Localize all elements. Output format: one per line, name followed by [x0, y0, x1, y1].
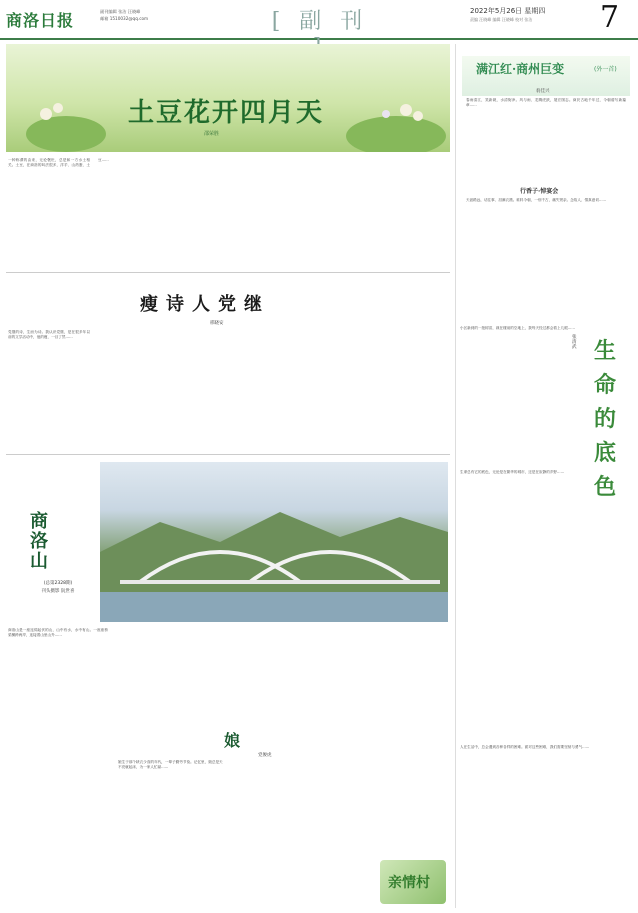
photo-credit: 刊头摄影 阮世喜 [41, 589, 75, 594]
masthead-info-line1: 副刊编辑 张洁 汪晓峰 [100, 9, 141, 14]
poem-subtitle: (外一首) [594, 66, 617, 73]
life-article-title: 生命的底色 [593, 338, 616, 500]
life-article-body: 生命总有它的底色，无论是在繁华的城市，还是在寂静的乡野…… [460, 470, 565, 474]
column-title: 商洛山 [30, 511, 48, 572]
bridge-illustration [100, 462, 448, 622]
essay-author: 党俊虎 [258, 753, 272, 758]
column-badge-label: 亲情村 [388, 875, 430, 891]
article-body: 党继的诗，生而为诗。我认识党继，是在很多年以前的文学活动中，他的瘦，一目了然…… [8, 330, 90, 340]
column-divider [455, 44, 456, 908]
article-author: 邢晓安 [210, 321, 224, 326]
issue-number: (总第2328期) [43, 581, 73, 586]
life-article-continued: 人在生活中，总会遇到各种各样的困难。面对这些困难，我们需要坚韧与勇气…… [460, 745, 590, 749]
poem2-title: 行香子·悼宴会 [520, 188, 559, 195]
masthead-info-line2: 邮箱 1510032@qq.com [100, 16, 149, 21]
article-title: 瘦诗人党继 [140, 294, 270, 315]
life-article-author: 张清武 [572, 335, 577, 350]
poem-author: 翁佳兴 [536, 89, 550, 94]
section-divider-2 [6, 454, 450, 455]
section-title: [ 副 刊 [271, 9, 369, 34]
editor-credits: 责编 汪晓峰 编辑 汪晓峰 校对 张洁 [470, 17, 533, 22]
section-divider [6, 272, 450, 273]
masthead-info [100, 8, 210, 22]
newspaper-logo: 商洛日报 [6, 11, 75, 30]
feature-body: 一种称谓的由来，无论褒贬，总是和一方水土相关。土豆，在商洛的叫法很多，洋芋、山药蛋、土豆…… [8, 158, 109, 168]
poem-body: 春雨清江，笑新貌，水清街净。风与雨、龙腾虎跃，展宏图志。商於古地千年过，今朝谱写新篇章…… [466, 98, 626, 108]
bridge-photo [100, 462, 448, 622]
life-article-intro: 小区新到的一批树苗，栽在楼前的空地上，我每天经过都会看上几眼…… [460, 326, 575, 330]
feature-title: 土豆花开四月天 [127, 98, 324, 128]
feature-author: 邵荣胜 [204, 131, 220, 137]
page-number: 7 [600, 0, 620, 35]
column-body: 商洛山是一座连绵起伏的山，山中有水，水中有山。一座座桥梁横跨两岸，连接着山里山外…… [8, 628, 108, 638]
essay-title: 娘 [224, 731, 241, 750]
poem2-body: 天涯路远，话往事、泪满衣襟。谁料今朝，一别千古，痛失贤亲。念故人、情真意切…… [466, 198, 607, 202]
issue-date: 2022年5月26日 星期四 [470, 7, 546, 15]
column-caption [28, 580, 88, 596]
poem-title: 满江红·商州巨变 [476, 62, 565, 76]
essay-body: 娘生于那个缺衣少食的年代，一辈子勤劳节俭。记忆里，娘总是天不亮就起床，为一家人忙碌…… [118, 760, 223, 770]
